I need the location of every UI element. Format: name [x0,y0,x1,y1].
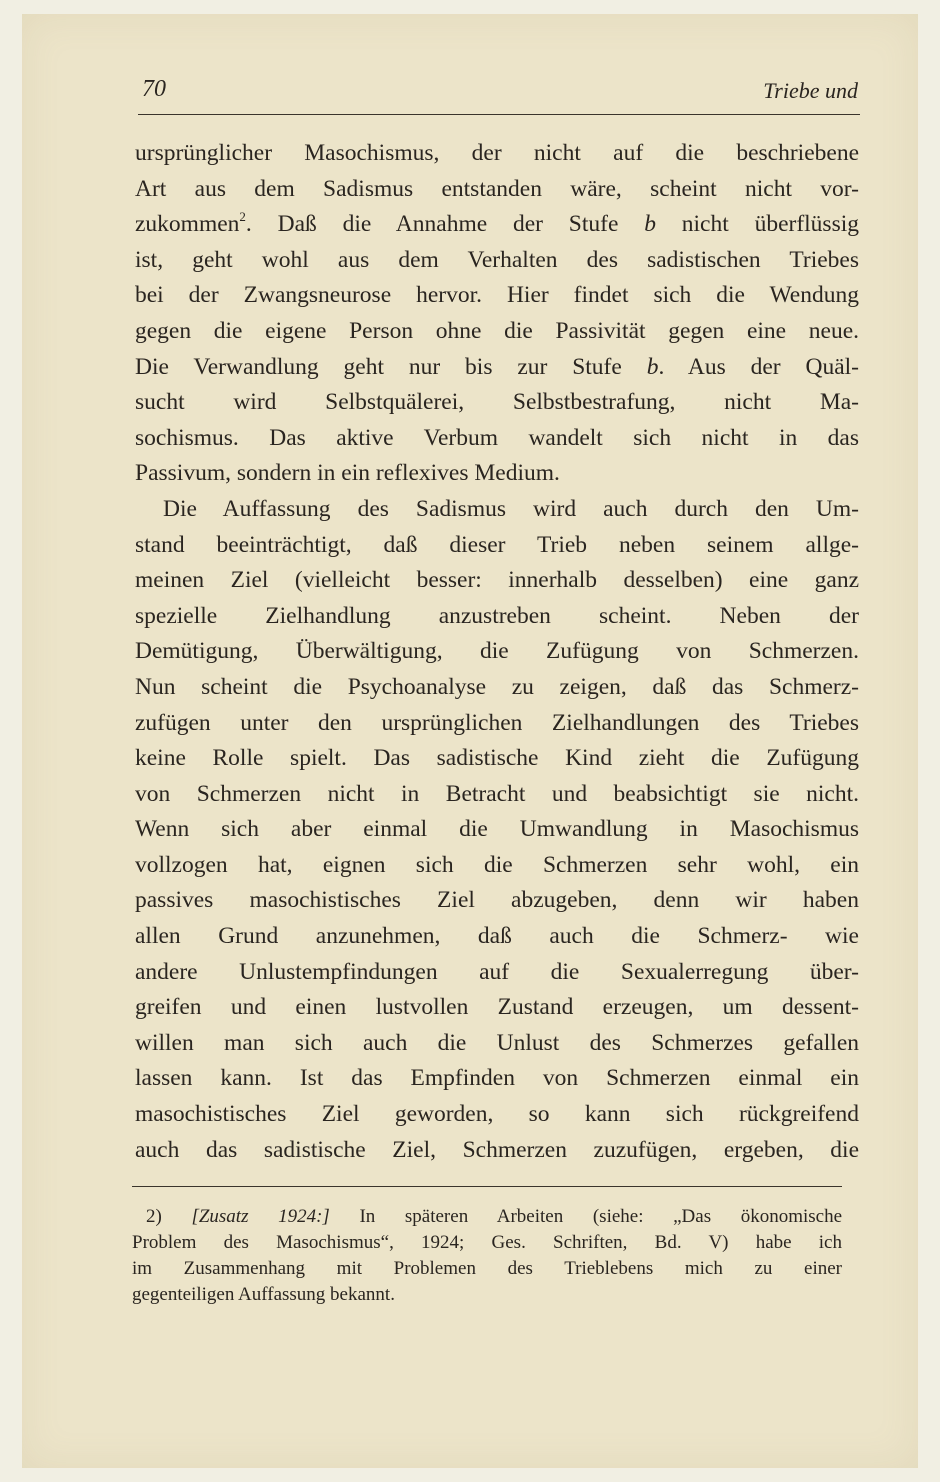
page-number: 70 [142,76,166,102]
text-line: Die Verwandlung geht nur bis zur Stufe b. Aus der Quäl- [135,353,860,380]
text-line: lassen kann. Ist das Empfinden von Schmerzen einmal ein [135,1065,859,1092]
footnote-addendum: [Zusatz 1924:] [191,1206,330,1227]
text-line: Wenn sich aber einmal die Umwandlung in Masochismus [135,816,859,843]
footnote-rule [132,1186,842,1187]
text-line: sucht wird Selbstquälerei, Selbstbestrafung, nicht Ma- [135,389,859,416]
text-line: auch das sadistische Ziel, Schmerzen zuzufügen, ergeben, die [135,1136,859,1163]
footnote-ref: 2 [239,209,246,225]
text-line: vollzogen hat, eignen sich die Schmerzen sehr wohl, ein [135,851,859,878]
footnote [132,1204,842,1308]
running-head: Triebe und [763,78,858,103]
footnote-line: im Zusammenhang mit Problemen des Trieblebens mich zu einer [132,1258,842,1279]
text-line: passives masochistisches Ziel abzugeben, denn wir haben [135,887,859,914]
text-line: Nun scheint die Psychoanalyse zu zeigen, daß das Schmerz- [135,673,859,700]
text-line: sochismus. Das aktive Verbum wandelt sich nicht in das [135,424,859,451]
text-line: greifen und einen lustvollen Zustand erzeugen, um dessent- [135,994,859,1021]
text-line: gegen die eigene Person ohne die Passivität gegen eine neue. [135,317,859,344]
text-line: meinen Ziel (vielleicht besser: innerhalb desselben) eine ganz [135,567,859,594]
header-rule [138,114,860,115]
text-line: Die Auffassung des Sadismus wird auch durch den Um- [163,495,859,522]
text-line: willen man sich auch die Unlust des Schmerzes gefallen [135,1029,859,1056]
text-line: bei der Zwangsneurose hervor. Hier findet sich die Wendung [135,282,859,309]
text-line: ist, geht wohl aus dem Verhalten des sadistischen Triebes [135,246,859,273]
text-line: Passivum, sondern in ein reflexives Medium. [135,460,560,487]
text-line: ursprünglicher Masochismus, der nicht auf die beschriebene [135,140,859,166]
text-line: stand beeinträchtigt, daß dieser Trieb neben seinem allge- [135,531,859,558]
text-line: zukommen$^2$. Daß die Annahme der Stufe b nicht überflüssig [135,209,859,238]
body-text [135,136,859,1168]
text-line: zufügen unter den ursprünglichen Zielhandlungen des Triebes [135,709,859,736]
text-line: keine Rolle spielt. Das sadistische Kind zieht die Zufügung [135,745,859,772]
text-line: andere Unlustempfindungen auf die Sexualerregung über- [135,958,859,985]
text-line: allen Grund anzunehmen, daß auch die Schmerz- wie [135,923,859,950]
footnote-marker: 2) [146,1206,162,1227]
page-header [142,72,858,112]
footnote-line: Problem des Masochismus“, 1924; Ges. Schriften, Bd. V) habe ich [132,1232,842,1253]
text-line: Art aus dem Sadismus entstanden wäre, scheint nicht vor- [135,175,859,202]
footnote-line: 2) [Zusatz 1924:] In späteren Arbeiten (siehe: „Das ökonomische [146,1206,843,1227]
footnote-line: gegenteiligen Auffassung bekannt. [132,1284,395,1305]
text-line: Demütigung, Überwältigung, die Zufügung von Schmerzen. [135,638,859,665]
text-line: masochistisches Ziel geworden, so kann sich rückgreifend [135,1101,859,1128]
text-line: spezielle Zielhandlung anzustreben scheint. Neben der [135,602,859,629]
text-line: von Schmerzen nicht in Betracht und beabsichtigt sie nicht. [135,780,859,807]
